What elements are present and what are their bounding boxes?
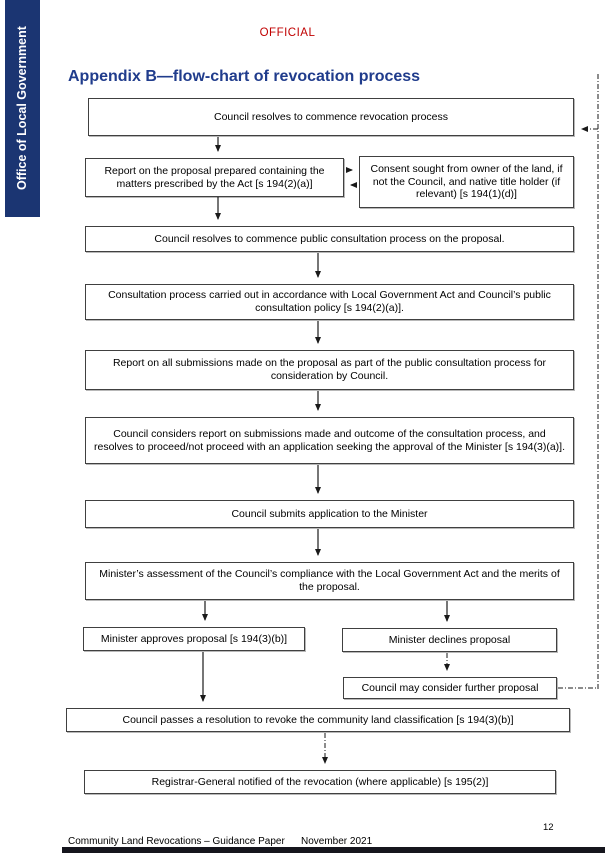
flow-node-start <box>88 98 574 136</box>
flow-node-report-proposal-label: Report on the proposal prepared containing the matters prescribed by the Act [s 194(2)(a)] <box>104 164 325 190</box>
footer-document-title: Community Land Revocations – Guidance Paper <box>68 836 285 847</box>
flow-node-submit-application <box>85 500 574 528</box>
flow-node-further-proposal <box>343 677 557 699</box>
bottom-edge-bar <box>62 847 605 853</box>
flow-node-start-label: Council resolves to commence revocation process <box>213 110 449 123</box>
flow-node-minister-approves <box>83 627 305 651</box>
flow-node-report-submissions <box>85 350 574 390</box>
flow-node-consultation-process <box>85 284 574 320</box>
flow-node-commence-consultation-label: Council resolves to commence public consultation process on the proposal. <box>154 232 505 245</box>
flow-node-minister-assessment <box>85 562 574 600</box>
page-number: 12 <box>543 822 554 833</box>
flow-node-submit-application-label: Council submits application to the Minister <box>231 507 428 520</box>
flow-node-commence-consultation <box>85 226 574 252</box>
flow-node-minister-assessment-label: Minister’s assessment of the Council’s compliance with the Local Government Act and the merits of the proposal. <box>99 568 560 593</box>
flow-node-minister-declines-label: Minister declines proposal <box>388 633 511 646</box>
classification-header: OFFICIAL <box>259 27 316 39</box>
flow-node-council-considers-label: Council considers report on submissions made and outcome of the consultation process, and resolves to proceed/not proceed with an application seeking the approval of the Minister [s 194(3)(a)]. <box>94 427 566 453</box>
flow-node-further-proposal-label: Council may consider further proposal <box>361 681 539 694</box>
flow-node-consent-sought <box>359 156 574 208</box>
flow-node-minister-declines <box>342 628 557 652</box>
flow-node-report-proposal <box>85 158 344 197</box>
footer-date: November 2021 <box>301 836 373 847</box>
flow-node-consent-sought-label: Consent sought from owner of the land, if not the Council, and native title holder (if relevant) [s 194(1)(d)] <box>370 163 563 201</box>
flow-node-registrar-notified <box>84 770 556 794</box>
page-title: Appendix B—flow-chart of revocation process <box>68 68 421 85</box>
olg-sidebar-label: Office of Local Government <box>15 26 29 191</box>
flow-node-council-considers <box>85 417 574 464</box>
flow-node-minister-approves-label: Minister approves proposal [s 194(3)(b)] <box>100 632 288 645</box>
flow-node-revoke-resolution <box>66 708 570 732</box>
flow-node-revoke-resolution-label: Council passes a resolution to revoke the community land classification [s 194(3)(b)] <box>122 713 514 726</box>
flow-node-report-submissions-label: Report on all submissions made on the proposal as part of the public consultation process for consideration by Council. <box>112 357 547 382</box>
flow-node-registrar-notified-label: Registrar-General notified of the revocation (where applicable) [s 195(2)] <box>151 775 489 788</box>
flow-node-consultation-process-label: Consultation process carried out in accordance with Local Government Act and Council’s public consultation policy [s 194(2)(a)]. <box>108 289 551 314</box>
